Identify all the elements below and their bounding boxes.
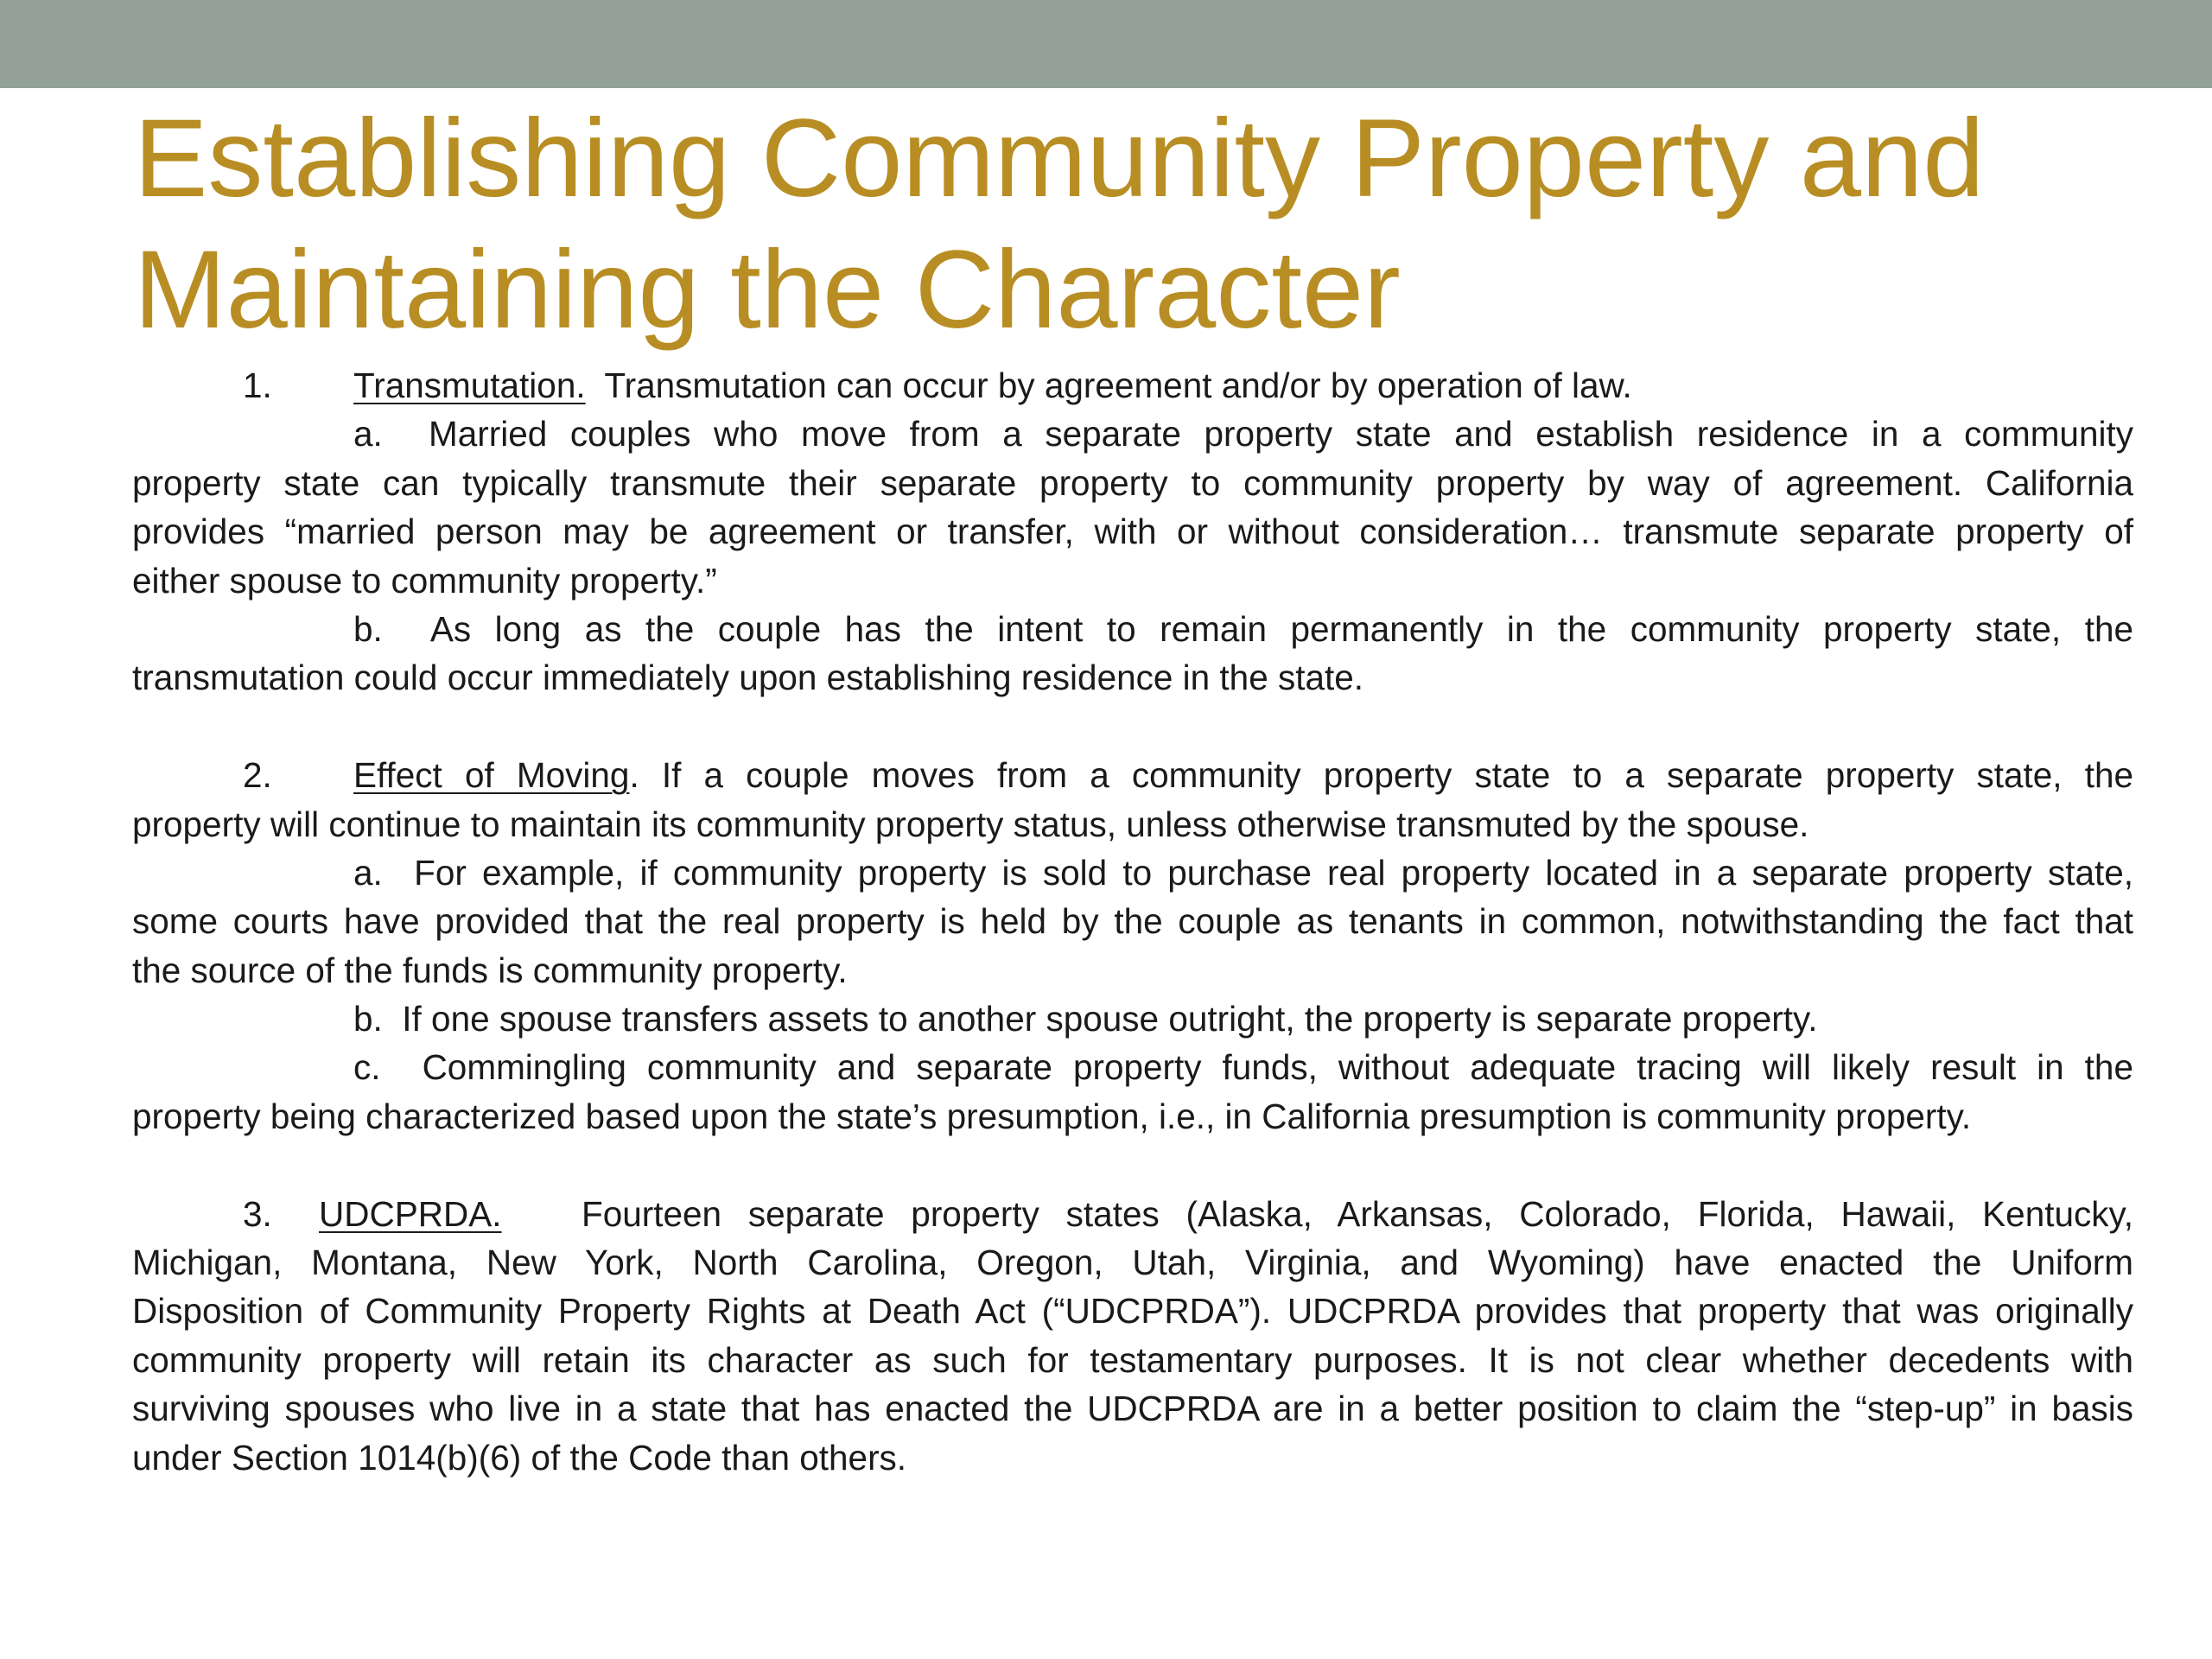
section-heading: UDCPRDA. <box>319 1193 502 1234</box>
section-heading: Effect of Moving <box>353 755 630 796</box>
section-1b-line-1: b. As long as the couple has the intent to remain permanently in the community property state, the <box>353 608 2133 649</box>
section-3-line-3: Disposition of Community Property Rights at Death Act (“UDCPRDA”). UDCPRDA provides that property that was originally <box>132 1291 2133 1332</box>
top-band <box>0 0 2212 88</box>
section-2a-line-2: some courts have provided that the real property is held by the couple as tenants in common, notwithstanding the fact that <box>132 901 2133 942</box>
item-marker: a. <box>353 414 383 454</box>
section-number: 2. <box>243 755 272 796</box>
spacer <box>132 702 2133 751</box>
section-1b-line-2: transmutation could occur immediately upon establishing residence in the state. <box>132 658 1364 698</box>
item-marker: b. <box>353 999 383 1039</box>
section-number: 1. <box>243 365 272 405</box>
item-marker: c. <box>353 1047 381 1088</box>
section-heading: Transmutation. <box>353 365 586 405</box>
section-1a-line-3: provides “married person may be agreement or transfer, with or without consideration… transmute separate property of <box>132 512 2133 552</box>
section-2c-line-1: c. Commingling community and separate property funds, without adequate tracing will likely result in the <box>353 1047 2133 1088</box>
item-marker: b. <box>353 608 383 649</box>
section-1a-line-4: either spouse to community property.” <box>132 560 717 601</box>
spacer <box>132 1141 2133 1189</box>
section-3-line-5: surviving spouses who live in a state that has enacted the UDCPRDA are in a better position to claim the “step-up” in basis <box>132 1389 2133 1429</box>
section-text: Transmutation can occur by agreement and/or by operation of law. <box>604 365 1632 405</box>
slide-body <box>132 361 2133 1482</box>
section-3-heading-line: 3. UDCPRDA. Fourteen separate property states (Alaska, Arkansas, Colorado, Florida, Hawaii, Kentucky, <box>132 1190 2133 1238</box>
section-2-heading-line: 2. Effect of Moving. If a couple moves from a community property state to a separate property state, the <box>132 751 2133 799</box>
section-2-line-2: property will continue to maintain its community property status, unless otherwise transmuted by the spouse. <box>132 804 1809 844</box>
section-3-line-2: Michigan, Montana, New York, North Carolina, Oregon, Utah, Virginia, and Wyoming) have enacted the Uniform <box>132 1243 2133 1283</box>
section-2a-line-1: a. For example, if community property is sold to purchase real property located in a separate property state, <box>353 852 2133 893</box>
section-1a-line-2: property state can typically transmute their separate property to community property by way of agreement. California <box>132 462 2133 503</box>
item-marker: a. <box>353 852 383 893</box>
section-3-line-6: under Section 1014(b)(6) of the Code than others. <box>132 1437 907 1478</box>
title-line-2: Maintaining the Character <box>134 228 1401 352</box>
section-2c-line-2: property being characterized based upon the state’s presumption, i.e., in California presumption is community property. <box>132 1096 1972 1136</box>
section-number: 3. <box>243 1193 272 1234</box>
section-2a-line-3: the source of the funds is community property. <box>132 950 848 990</box>
slide-title <box>134 93 2121 356</box>
section-3-line-4: community property will retain its character as such for testamentary purposes. It is not clear whether decedents with <box>132 1339 2133 1380</box>
section-1-heading-line <box>132 361 2133 410</box>
title-line-1: Establishing Community Property and <box>134 97 1985 220</box>
section-2b-line-1: b. If one spouse transfers assets to another spouse outright, the property is separate property. <box>353 999 1818 1039</box>
section-1a-line-1: a. Married couples who move from a separate property state and establish residence in a community <box>353 414 2133 454</box>
